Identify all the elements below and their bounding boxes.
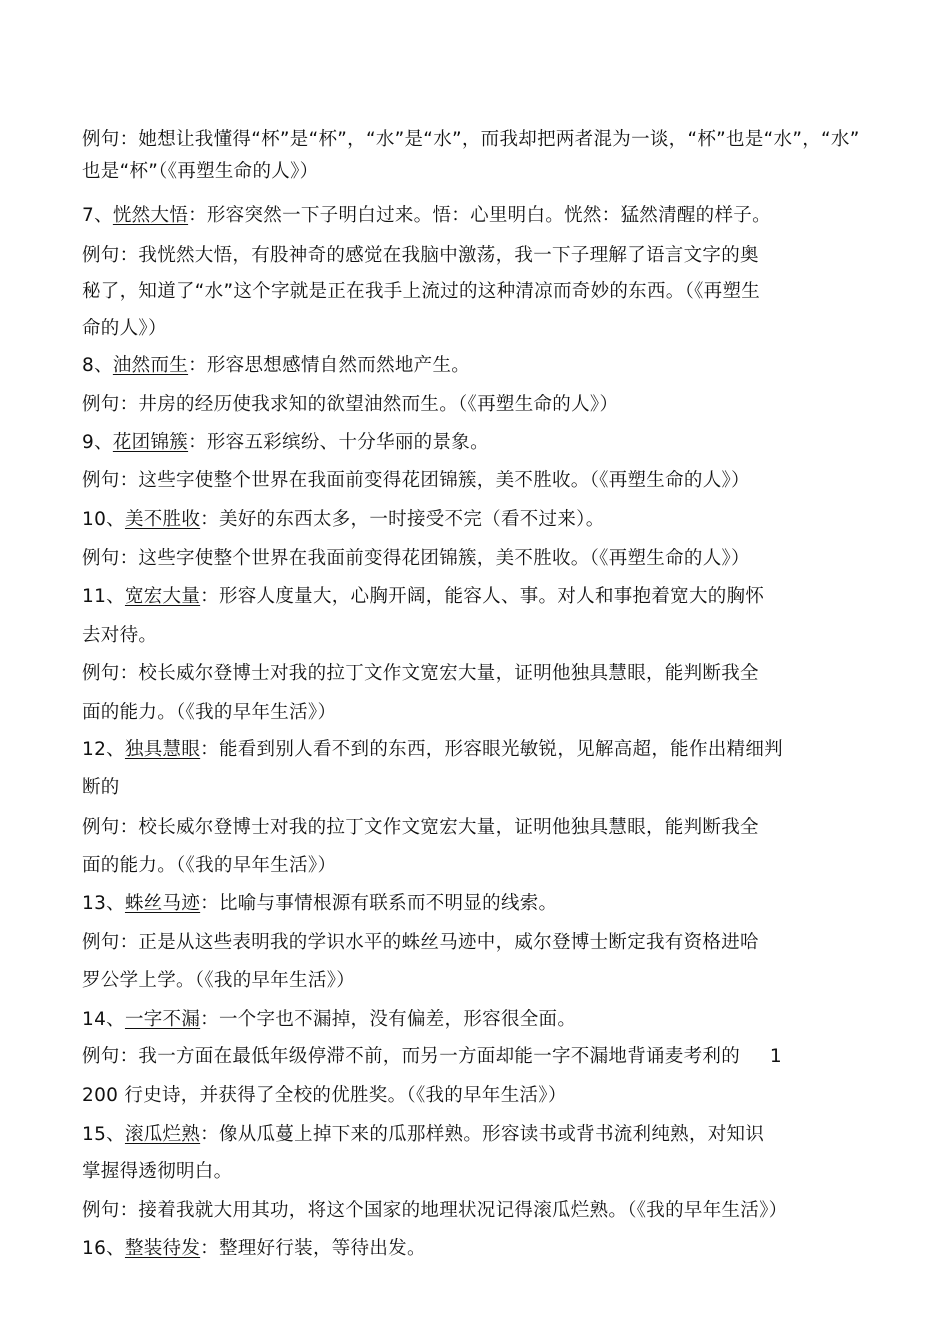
idiom-entry bbox=[82, 508, 605, 532]
text-line: 例句：校长威尔登博士对我的拉丁文作文宽宏大量，证明他独具慧眼，能判断我全 bbox=[82, 817, 759, 838]
idiom-definition: ：像从瓜蔓上掉下来的瓜那样熟。形容读书或背书流利纯熟，对知识 bbox=[200, 1124, 765, 1145]
idiom-term: 滚瓜烂熟 bbox=[124, 1124, 201, 1145]
text-line: 例句：正是从这些表明我的学识水平的蛛丝马迹中，威尔登博士断定我有资格进哈 bbox=[82, 932, 759, 953]
entry-number: 11、 bbox=[82, 586, 125, 607]
idiom-definition: ：整理好行装，等待出发。 bbox=[200, 1238, 426, 1259]
text-line: 例句：校长威尔登博士对我的拉丁文作文宽宏大量，证明他独具慧眼，能判断我全 bbox=[82, 663, 759, 684]
text-line: 200 行史诗，并获得了全校的优胜奖。（《我的早年生活》） bbox=[82, 1085, 567, 1106]
text-line: 例句：我恍然大悟，有股神奇的感觉在我脑中激荡，我一下子理解了语言文字的奥 bbox=[82, 245, 759, 266]
text-line: 命的人》） bbox=[82, 318, 167, 339]
idiom-entry bbox=[82, 585, 764, 609]
text-line: 例句：这些字使整个世界在我面前变得花团锦簇，美不胜收。（《再塑生命的人》） bbox=[82, 548, 750, 569]
idiom-definition: ：比喻与事情根源有联系而不明显的线索。 bbox=[200, 893, 558, 914]
idiom-term: 宽宏大量 bbox=[124, 586, 201, 607]
text-line: 面的能力。（《我的早年生活》） bbox=[82, 702, 337, 723]
example-text: 例句：我一方面在最低年级停滞不前，而另一方面却能一字不漏地背诵麦考利的 bbox=[82, 1046, 741, 1067]
text-line: 去对待。 bbox=[82, 625, 158, 646]
entry-number: 14、 bbox=[82, 1009, 125, 1030]
text-line: 面的能力。（《我的早年生活》） bbox=[82, 855, 337, 876]
text-line: 秘了，知道了“水”这个字就是正在我手上流过的这种清凉而奇妙的东西。（《再塑生 bbox=[82, 281, 761, 302]
entry-number: 10、 bbox=[82, 509, 125, 530]
text-line: 例句：接着我就大用其功，将这个国家的地理状况记得滚瓜烂熟。（《我的早年生活》） bbox=[82, 1200, 788, 1221]
line-tail-number: 1 bbox=[769, 1046, 782, 1067]
text-line: 例句：她想让我懂得“杯”是“杯”，“水”是“水”，而我却把两者混为一谈，“杯”也是“水”，“水” bbox=[82, 129, 860, 150]
idiom-term: 油然而生 bbox=[112, 355, 189, 376]
idiom-entry bbox=[82, 354, 470, 378]
idiom-entry bbox=[82, 204, 771, 228]
idiom-definition: ：美好的东西太多，一时接受不完（看不过来）。 bbox=[200, 509, 605, 530]
text-line: 例句：井房的经历使我求知的欲望油然而生。（《再塑生命的人》） bbox=[82, 394, 619, 415]
entry-number: 7、 bbox=[82, 205, 113, 226]
idiom-term: 独具慧眼 bbox=[124, 739, 201, 760]
entry-number: 13、 bbox=[82, 893, 125, 914]
text-line: 掌握得透彻明白。 bbox=[82, 1161, 233, 1182]
entry-number: 16、 bbox=[82, 1238, 125, 1259]
idiom-entry bbox=[82, 738, 783, 762]
entry-number: 15、 bbox=[82, 1124, 125, 1145]
idiom-term: 一字不漏 bbox=[124, 1009, 201, 1030]
idiom-definition: ：形容思想感情自然而然地产生。 bbox=[188, 355, 471, 376]
idiom-term: 蛛丝马迹 bbox=[124, 893, 201, 914]
example-line bbox=[82, 1045, 866, 1069]
idiom-definition: ：能看到别人看不到的东西，形容眼光敏锐，见解高超，能作出精细判 bbox=[200, 739, 783, 760]
idiom-entry bbox=[82, 1008, 576, 1032]
text-line: 罗公学上学。（《我的早年生活》） bbox=[82, 970, 356, 991]
idiom-definition: ：形容五彩缤纷、十分华丽的景象。 bbox=[188, 432, 489, 453]
idiom-entry bbox=[82, 892, 557, 916]
idiom-entry bbox=[82, 1237, 426, 1261]
idiom-definition: ：形容突然一下子明白过来。悟：心里明白。恍然：猛然清醒的样子。 bbox=[188, 205, 771, 226]
entry-number: 8、 bbox=[82, 355, 113, 376]
idiom-definition: ：形容人度量大，心胸开阔，能容人、事。对人和事抱着宽大的胸怀 bbox=[200, 586, 765, 607]
text-line: 断的 bbox=[82, 777, 120, 798]
idiom-entry bbox=[82, 431, 489, 455]
idiom-term: 花团锦簇 bbox=[112, 432, 189, 453]
idiom-entry bbox=[82, 1123, 764, 1147]
idiom-term: 整装待发 bbox=[124, 1238, 201, 1259]
entry-number: 9、 bbox=[82, 432, 113, 453]
idiom-term: 美不胜收 bbox=[124, 509, 201, 530]
text-line: 例句：这些字使整个世界在我面前变得花团锦簇，美不胜收。（《再塑生命的人》） bbox=[82, 470, 750, 491]
entry-number: 12、 bbox=[82, 739, 125, 760]
text-line: 也是“杯”（《再塑生命的人》） bbox=[82, 161, 319, 182]
idiom-definition: ：一个字也不漏掉，没有偏差，形容很全面。 bbox=[200, 1009, 577, 1030]
idiom-term: 恍然大悟 bbox=[112, 205, 189, 226]
